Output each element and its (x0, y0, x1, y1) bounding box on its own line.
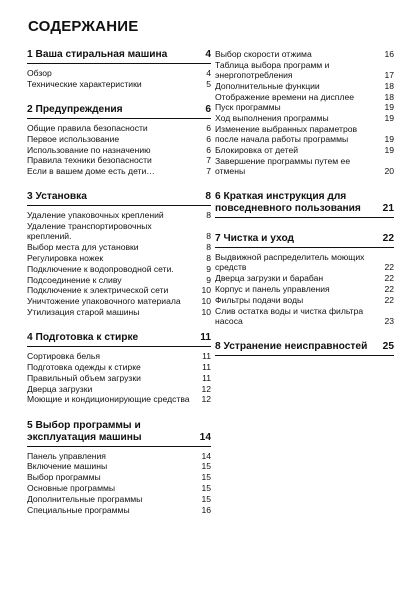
toc-section-page: 21 (382, 203, 394, 215)
toc-entry-title: Включение машины (27, 461, 108, 472)
toc-entry[interactable] (27, 373, 211, 383)
toc-section (215, 341, 394, 356)
toc-entry-page: 12 (201, 394, 211, 405)
toc-section (27, 49, 211, 89)
toc-entry[interactable] (215, 92, 394, 102)
toc-entry[interactable] (27, 451, 211, 461)
toc-entry-page: 9 (206, 274, 211, 285)
toc-entry-title: Удаление упаковочных креплений (27, 210, 164, 221)
toc-section-page: 4 (205, 49, 211, 60)
toc-entry-page: 11 (202, 351, 211, 362)
toc-entry-page: 23 (384, 315, 394, 326)
toc-section (215, 191, 394, 218)
toc-entry-title: Подсоединение к сливу (27, 274, 122, 285)
toc-entry-title: Подготовка одежды к стирке (27, 361, 141, 372)
toc-section-continued (215, 49, 394, 176)
toc-entry-title: Ход выполнения программы (215, 113, 329, 124)
toc-entry-page: 18 (384, 91, 394, 102)
toc-section-title: 7 Чистка и уход (215, 233, 295, 245)
toc-entry-page: 16 (384, 49, 394, 59)
toc-right-column (215, 49, 394, 371)
toc-section-heading[interactable] (27, 420, 211, 447)
toc-entry-title: Подключение к электрической сети (27, 285, 169, 296)
toc-entry-title: Моющие и кондиционирующие средства (27, 394, 190, 405)
toc-entry-page: 8 (206, 252, 211, 263)
toc-entry-page: 17 (384, 70, 394, 80)
toc-section-title: 8 Устранение неисправностей (215, 340, 368, 352)
toc-entry-page: 10 (201, 306, 211, 317)
toc-entry-title: Дверца загрузки (27, 383, 93, 394)
toc-entry-page: 6 (206, 144, 211, 155)
toc-entry[interactable] (27, 494, 211, 504)
toc-section-page: 25 (382, 340, 394, 352)
toc-section-title: 3 Установка (27, 191, 87, 203)
toc-section-heading[interactable] (215, 341, 394, 356)
toc-entry-page: 19 (384, 113, 394, 124)
toc-entry[interactable] (215, 145, 394, 155)
toc-entry-title: Основные программы (27, 482, 116, 493)
toc-entry-page: 15 (201, 461, 211, 472)
toc-entry-title: Выбор скорости отжима (215, 49, 312, 59)
toc-section-title: 4 Подготовка к стирке (27, 332, 139, 344)
toc-entry-page: 22 (384, 294, 394, 305)
toc-entry[interactable] (215, 156, 394, 176)
toc-entry-page: 14 (201, 450, 211, 461)
toc-entry-title: Если в вашем доме есть дети… (27, 166, 155, 177)
toc-section-heading[interactable] (27, 49, 211, 64)
page-title: СОДЕРЖАНИЕ (28, 18, 139, 35)
toc-entry-title: Обзор (27, 68, 52, 78)
toc-entry-page: 19 (384, 102, 394, 113)
toc-entry-title: Слив остатка воды и чистка фильтра насоса (215, 305, 364, 326)
toc-entry[interactable] (27, 221, 211, 241)
toc-section-title: 5 Выбор программы и эксплуатация машины (27, 419, 142, 443)
toc-section-title: 6 Краткая инструкция для повседневного пользования (215, 191, 361, 215)
toc-entry[interactable] (27, 483, 211, 493)
toc-entry[interactable] (215, 284, 394, 294)
toc-entry[interactable] (27, 134, 211, 144)
toc-entry-page: 22 (384, 273, 394, 284)
toc-entry[interactable] (27, 253, 211, 263)
toc-entry-page: 19 (384, 144, 394, 155)
toc-entry[interactable] (27, 79, 211, 89)
toc-entry-title: Дополнительные функции (215, 80, 320, 91)
toc-section (27, 332, 211, 404)
toc-entry-title: Панель управления (27, 450, 106, 461)
toc-entry-page: 5 (206, 78, 211, 89)
toc-entry-title: Первое использование (27, 133, 120, 144)
toc-entry-page: 6 (206, 123, 211, 133)
toc-section-title: 1 Ваша стиральная машина (27, 49, 168, 60)
toc-section-heading[interactable] (215, 233, 394, 248)
toc-entry-page: 4 (206, 68, 211, 78)
toc-entry-title: Пуск программы (215, 102, 281, 113)
toc-entry-page: 8 (206, 231, 211, 242)
toc-entry[interactable] (27, 264, 211, 274)
toc-left-column (27, 49, 211, 530)
toc-entry-page: 20 (384, 165, 394, 176)
toc-entry-page: 15 (201, 493, 211, 504)
toc-section-heading[interactable] (27, 332, 211, 347)
toc-entry-title: Выдвижной распределитель моющих средств (215, 252, 365, 273)
toc-entry[interactable] (215, 102, 394, 112)
toc-entry-title: Дополнительные программы (27, 493, 143, 504)
toc-entry[interactable] (27, 307, 211, 317)
toc-entry[interactable] (27, 145, 211, 155)
toc-entry-page: 22 (384, 262, 394, 273)
toc-entry-title: Блокировка от детей (215, 144, 299, 155)
toc-entry[interactable] (215, 273, 394, 283)
toc-entry[interactable] (27, 394, 211, 404)
toc-entry[interactable] (215, 81, 394, 91)
toc-entry-title: Правильный объем загрузки (27, 372, 141, 383)
toc-entry[interactable] (27, 362, 211, 372)
toc-entry-title: Отображение времени на дисплее (215, 91, 355, 102)
toc-entry-page: 8 (206, 242, 211, 253)
toc-entry-title: Сортировка белья (27, 351, 101, 362)
toc-entry-page: 10 (201, 285, 211, 296)
toc-entry-page: 7 (206, 166, 211, 177)
toc-entry-page: 15 (201, 472, 211, 483)
toc-entry-title: Регулировка ножек (27, 252, 104, 263)
toc-entry[interactable] (215, 60, 394, 80)
toc-section-page: 6 (205, 104, 211, 115)
toc-entry-title: Утилизация старой машины (27, 306, 140, 317)
toc-entry-title: Правила техники безопасности (27, 155, 152, 166)
toc-entry-title: Дверца загрузки и барабан (215, 273, 324, 284)
toc-entry-title: Уничтожение упаковочного материала (27, 296, 181, 307)
toc-section (215, 233, 394, 326)
toc-entry[interactable] (215, 295, 394, 305)
toc-entry[interactable] (27, 68, 211, 78)
toc-entry-page: 22 (384, 283, 394, 294)
toc-entry[interactable] (27, 275, 211, 285)
toc-section-page: 8 (205, 191, 211, 203)
toc-entry[interactable] (27, 296, 211, 306)
toc-entry-page: 11 (202, 361, 211, 372)
toc-entry[interactable] (27, 285, 211, 295)
toc-entry-page: 8 (206, 210, 211, 221)
toc-entry[interactable] (27, 472, 211, 482)
toc-entry-title: Фильтры подачи воды (215, 294, 304, 305)
toc-entry-page: 6 (206, 133, 211, 144)
toc-entry[interactable] (27, 384, 211, 394)
toc-section-heading[interactable] (215, 191, 394, 218)
toc-section (27, 104, 211, 176)
toc-entry[interactable] (215, 49, 394, 59)
toc-entry[interactable] (27, 351, 211, 361)
toc-section-page: 14 (199, 431, 211, 443)
toc-entry-title: Завершение программы путем ее отмены (215, 155, 351, 176)
toc-section-heading[interactable] (27, 191, 211, 206)
toc-entry-title: Подключение к водопроводной сети. (27, 263, 174, 274)
toc-entry-page: 11 (202, 372, 211, 383)
toc-entry-page: 15 (201, 482, 211, 493)
toc-entry[interactable] (215, 252, 394, 272)
toc-entry[interactable] (27, 166, 211, 176)
toc-entry-page: 12 (201, 383, 211, 394)
toc-entry-title: Общие правила безопасности (27, 123, 148, 133)
toc-entry-title: Технические характеристики (27, 78, 142, 89)
toc-entry[interactable] (215, 306, 394, 326)
toc-entry-page: 9 (206, 263, 211, 274)
toc-entry-title: Таблица выбора программ и энергопотребления (215, 59, 330, 80)
toc-entry-page: 18 (384, 80, 394, 91)
toc-section-title: 2 Предупреждения (27, 104, 123, 115)
toc-entry-page: 10 (201, 296, 211, 307)
toc-section (27, 420, 211, 515)
toc-entry[interactable] (27, 242, 211, 252)
toc-entry-title: Корпус и панель управления (215, 283, 330, 294)
toc-entry[interactable] (27, 210, 211, 220)
toc-entry-title: Изменение выбранных параметров после начала работы программы (215, 123, 358, 145)
toc-entry-title: Выбор места для установки (27, 242, 139, 253)
toc-entry[interactable] (215, 124, 394, 144)
toc-entry-page: 7 (206, 155, 211, 166)
toc-entry-title: Специальные программы (27, 504, 130, 515)
toc-entry[interactable] (27, 123, 211, 133)
toc-entry-title: Удаление транспортировочных креплений. (27, 221, 152, 242)
toc-entry[interactable] (27, 461, 211, 471)
toc-entry[interactable] (27, 505, 211, 515)
toc-entry-title: Выбор программы (27, 472, 101, 483)
toc-entry-title: Использование по назначению (27, 144, 151, 155)
toc-section-page: 22 (382, 233, 394, 245)
toc-section-page: 11 (200, 332, 211, 344)
toc-section (27, 191, 211, 317)
toc-entry[interactable] (215, 113, 394, 123)
toc-entry-page: 16 (201, 504, 211, 515)
toc-entry[interactable] (27, 155, 211, 165)
toc-section-heading[interactable] (27, 104, 211, 119)
toc-entry-page: 19 (384, 134, 394, 145)
